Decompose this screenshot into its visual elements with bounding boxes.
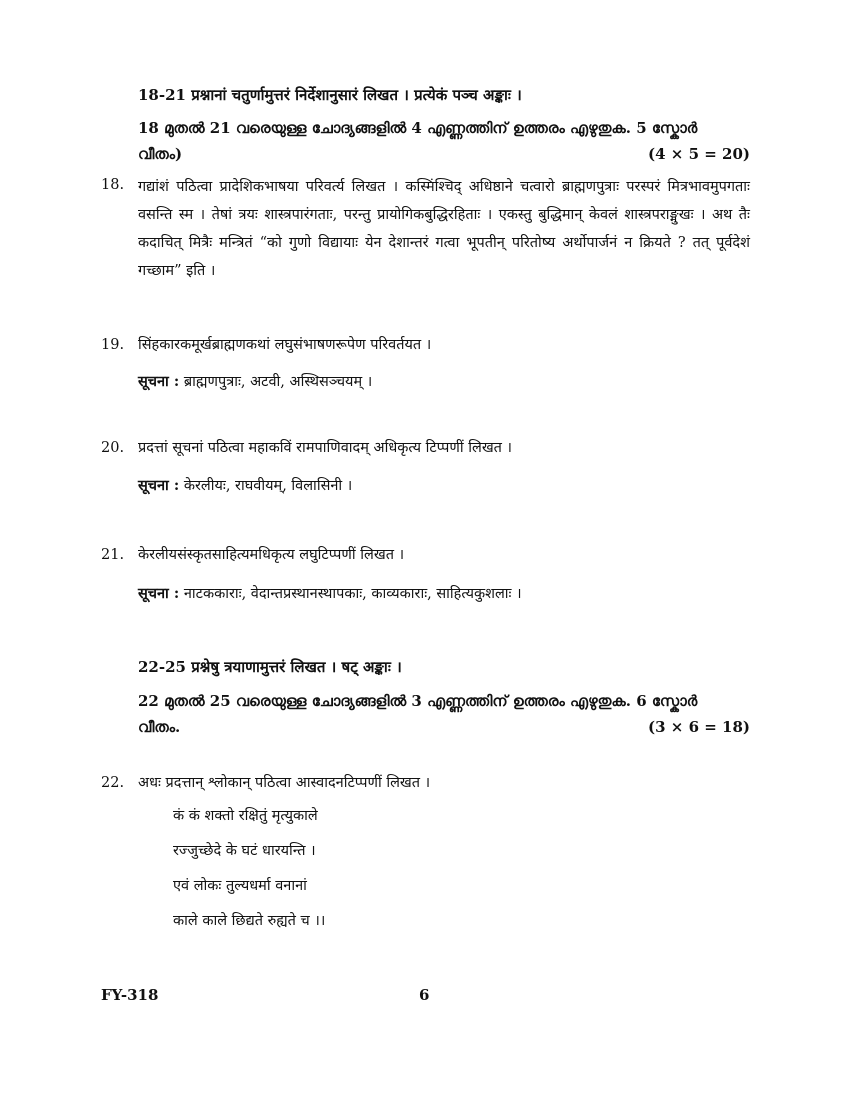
section2-instruction-line2: വീതം. (138, 718, 181, 736)
section1-instruction-line1: 18 മുതൽ 21 വരെയുള്ള ചോദ്യങ്ങളിൽ 4 എണ്ണത്തിന് ഉത്തരം എഴുതുക. 5 സ്കോർ (138, 119, 698, 137)
section2-instruction (138, 688, 750, 740)
question-21-number: 21. (101, 547, 125, 563)
question-18-text: गद्यांशं पठित्वा प्रादेशिकभाषया परिवर्त्य लिखत । कस्मिंश्चिद् अधिष्ठाने चत्वारो ब्राह्मणपुत्राः परस्परं मित्रभावमुपगताः वसन्ति स्म । तेषां त्रयः शास्त्रपारंगताः, परन्तु प्रायोगिकबुद्धिरहिताः । एकस्तु बुद्धिमान् केवलं शास्त्रपराङ्मुखः । अथ तैः कदाचित् मित्रैः मन्त्रितं “को गुणो विद्यायाः येन देशान्तरं गत्वा भूपतीन् परितोष्य अर्थोपार्जनं न क्रियते ? तत् पूर्वदेशं गच्छाम” इति । (138, 179, 750, 279)
question-20-text: प्रदत्तां सूचनां पठित्वा महाकविं रामपाणिवादम् अधिकृत्य टिप्पणीं लिखत । (138, 440, 513, 456)
question-21-hint (138, 583, 522, 603)
hint-text: केरलीयः, राघवीयम्, विलासिनी । (183, 478, 353, 494)
section1-heading: 18-21 प्रश्नानां चतुर्णामुत्तरं निर्देशानुसारं लिखत । प्रत्येकं पञ्च अङ्काः । (138, 86, 522, 104)
question-19-number: 19. (101, 337, 125, 353)
hint-text: ब्राह्मणपुत्राः, अटवी, अस्थिसञ्चयम् । (183, 374, 373, 390)
verse-line: काले काले छिद्यते रुह्यते च ।। (173, 913, 326, 929)
hint-text: नाटककाराः, वेदान्तप्रस्थानस्थापकाः, काव्यकाराः, साहित्यकुशलाः । (183, 586, 522, 602)
question-19-text: सिंहकारकमूर्खब्राह्मणकथां लघुसंभाषणरूपेण परिवर्तयत । (138, 337, 432, 353)
page-number: 6 (419, 986, 430, 1004)
question-19-hint (138, 371, 372, 391)
hint-label: सूचना : (138, 373, 180, 390)
section1-marks: (4 × 5 = 20) (648, 145, 750, 163)
verse-line: कं कं शक्तो रक्षितुं मृत्युकाले (173, 808, 318, 824)
verse-line: एवं लोकः तुल्यधर्मा वनानां (173, 878, 307, 894)
question-18-number: 18. (101, 177, 125, 193)
section1-instruction (138, 115, 750, 167)
hint-label: सूचना : (138, 585, 180, 602)
question-20-hint (138, 475, 352, 495)
section1-instruction-line2: വീതം) (138, 145, 183, 163)
question-22-verse (173, 799, 325, 939)
question-22-text: अधः प्रदत्तान् श्लोकान् पठित्वा आस्वादनटिप्पणीं लिखत । (138, 775, 431, 791)
question-20-number: 20. (101, 440, 125, 456)
question-21-text: केरलीयसंस्कृतसाहित्यमधिकृत्य लघुटिप्पणीं लिखत । (138, 547, 405, 563)
section2-marks: (3 × 6 = 18) (648, 718, 750, 736)
hint-label: सूचना : (138, 477, 180, 494)
section2-heading: 22-25 प्रश्नेषु त्रयाणामुत्तरं लिखत । षट् अङ्काः । (138, 658, 402, 676)
question-22-number: 22. (101, 775, 125, 791)
verse-line: रज्जुच्छेदे के घटं धारयन्ति । (173, 843, 316, 859)
paper-code: FY-318 (101, 986, 159, 1004)
section2-instruction-line1: 22 മുതൽ 25 വരെയുള്ള ചോദ്യങ്ങളിൽ 3 എണ്ണത്തിന് ഉത്തരം എഴുതുക. 6 സ്കോർ (138, 692, 698, 710)
